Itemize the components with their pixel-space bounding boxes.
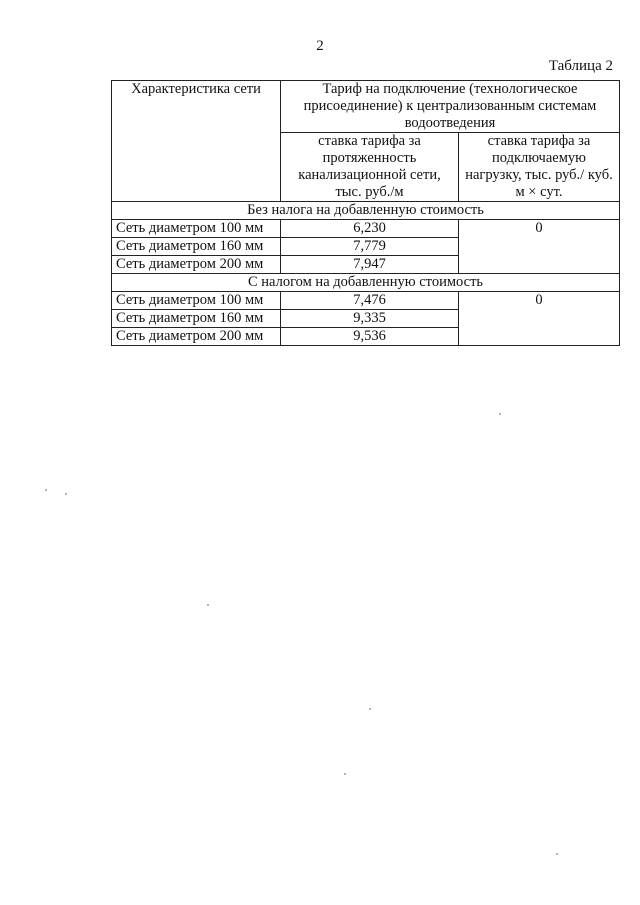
- header-row-1: [112, 81, 620, 133]
- section-title: Без налога на добавленную стоимость: [112, 202, 620, 220]
- length-rate-value: 9,536: [281, 328, 459, 346]
- tariff-table: [111, 80, 620, 346]
- page-number: 2: [316, 38, 324, 54]
- network-name: Сеть диаметром 160 мм: [112, 238, 281, 256]
- table-row: [112, 220, 620, 238]
- network-name: Сеть диаметром 100 мм: [112, 292, 281, 310]
- scan-speck: [556, 853, 558, 855]
- header-rate-load: ставка тарифа за подключаемую нагрузку, тыс. руб./ куб. м × сут.: [459, 133, 620, 202]
- scan-speck: [499, 413, 501, 415]
- network-name: Сеть диаметром 200 мм: [112, 256, 281, 274]
- section-row: [112, 274, 620, 292]
- scan-speck: [65, 493, 67, 495]
- network-name: Сеть диаметром 160 мм: [112, 310, 281, 328]
- table-caption: Таблица 2: [548, 58, 613, 74]
- scan-speck: [207, 604, 209, 606]
- load-rate-value: 0: [459, 292, 620, 346]
- header-characteristic: Характеристика сети: [112, 81, 281, 202]
- table-row: [112, 292, 620, 310]
- length-rate-value: 9,335: [281, 310, 459, 328]
- header-rate-length: ставка тарифа за протяженность канализационной сети, тыс. руб./м: [281, 133, 459, 202]
- network-name: Сеть диаметром 200 мм: [112, 328, 281, 346]
- length-rate-value: 7,779: [281, 238, 459, 256]
- load-rate-value: 0: [459, 220, 620, 274]
- scan-speck: [344, 773, 346, 775]
- scan-speck: [45, 489, 47, 491]
- length-rate-value: 7,476: [281, 292, 459, 310]
- section-title: С налогом на добавленную стоимость: [112, 274, 620, 292]
- section-row: [112, 202, 620, 220]
- scan-speck: [369, 708, 371, 710]
- network-name: Сеть диаметром 100 мм: [112, 220, 281, 238]
- length-rate-value: 7,947: [281, 256, 459, 274]
- length-rate-value: 6,230: [281, 220, 459, 238]
- header-tariff-group: Тариф на подключение (технологическое присоединение) к централизованным системам водоотведения: [281, 81, 620, 133]
